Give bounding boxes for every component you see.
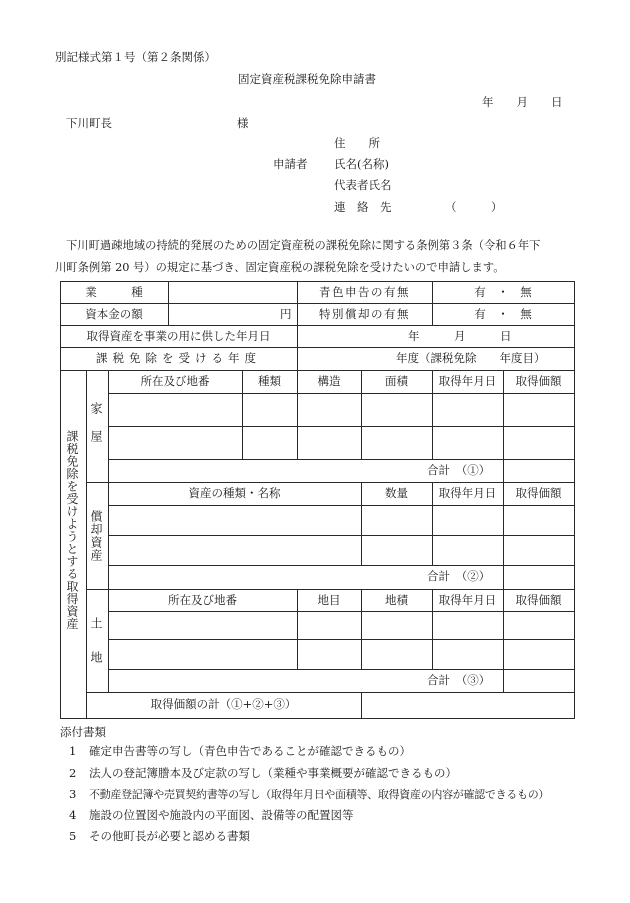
applicant-label: 申請者 <box>273 157 308 171</box>
attachments-heading: 添付書類 <box>60 725 106 739</box>
attachment-num: 1 <box>69 744 77 758</box>
exemption-year-label: 課税免除を受ける年度 <box>96 351 261 365</box>
land-subtotal-label: 合計 （③） <box>427 673 491 687</box>
land-header-location: 所在及び地番 <box>168 593 237 607</box>
house-section-label: 家屋 <box>89 402 103 458</box>
blue-return-choice: 有 ・ 無 <box>474 285 532 299</box>
land-header-acq-price: 取得価額 <box>515 593 562 607</box>
body-text-line2: 川町条例第 20 号）の規定に基づき、固定資産税の課税免除を受けたいので申請します。 <box>55 261 505 274</box>
attachment-text: 施設の位置図や施設内の平面図、設備等の配置図等 <box>89 808 354 822</box>
special-depreciation-choice: 有 ・ 無 <box>474 307 532 321</box>
honorific: 様 <box>237 116 249 130</box>
house-header-area: 面積 <box>385 374 408 388</box>
house-header-location: 所在及び地番 <box>140 374 210 388</box>
yen-unit: 円 <box>280 307 292 321</box>
address-label: 住 所 <box>334 136 380 150</box>
form-id: 別記様式第１号（第２条関係） <box>55 50 216 64</box>
attachment-num: 3 <box>69 787 77 801</box>
land-header-area: 地積 <box>385 593 408 607</box>
attachment-num: 5 <box>69 829 77 843</box>
attachment-num: 2 <box>69 766 77 780</box>
dep-header-name: 資産の種類・名称 <box>188 486 281 500</box>
business-date-value: 年 月 日 <box>408 329 512 343</box>
business-date-label: 取得資産を事業の用に供した年月日 <box>86 329 271 343</box>
attachment-text: その他町長が必要と認める書類 <box>89 829 250 843</box>
land-header-acq-date: 取得年月日 <box>438 593 497 607</box>
exemption-year-value: 年度（課税免除 年度目） <box>396 351 546 365</box>
name-label: 氏名(名称) <box>334 157 389 171</box>
special-depreciation-label: 特別償却の有無 <box>319 307 410 321</box>
grand-total-label: 取得価額の計（①+②+③） <box>150 697 297 711</box>
dep-header-qty: 数量 <box>385 486 408 500</box>
representative-label: 代表者氏名 <box>334 178 392 192</box>
attachment-text: 不動産登記簿や売買契約書等の写し（取得年月日や面積等、取得資産の内容が確認できるもの） <box>89 788 550 801</box>
house-header-acq-date: 取得年月日 <box>438 374 497 388</box>
addressee: 下川町長 <box>66 116 112 130</box>
house-header-type: 種類 <box>258 374 281 388</box>
dep-header-acq-price: 取得価額 <box>515 486 562 500</box>
attachment-num: 4 <box>69 808 77 822</box>
form-title: 固定資産税課税免除申請書 <box>238 72 376 86</box>
exempt-assets-label: 課税免除を受けようとする取得資産 <box>65 430 79 630</box>
body-text-line1: 下川町過疎地域の持続的発展のための固定資産税の課税免除に関する条例第３条（令和６年下 <box>66 239 541 252</box>
contact-phone-parens: （ ） <box>445 200 503 214</box>
house-subtotal-label: 合計 （①） <box>427 463 491 477</box>
land-section-label: 土地 <box>89 617 103 685</box>
house-header-structure: 構造 <box>317 374 341 388</box>
depreciable-section-label: 償却資産 <box>89 510 103 562</box>
capital-label: 資本金の額 <box>85 307 143 321</box>
attachment-text: 法人の登記簿謄本及び定款の写し（業種や事業概要が確認できるもの） <box>89 766 457 780</box>
industry-label: 業 種 <box>85 285 143 299</box>
date-label: 年 月 日 <box>482 95 563 109</box>
attachment-text: 確定申告書等の写し（青色申告であることが確認できるもの） <box>89 744 411 758</box>
dep-subtotal-label: 合計 （②） <box>427 569 491 583</box>
dep-header-acq-date: 取得年月日 <box>438 486 497 500</box>
house-header-acq-price: 取得価額 <box>515 374 562 388</box>
land-header-category: 地目 <box>317 593 341 607</box>
blue-return-label: 青色申告の有無 <box>319 285 410 299</box>
contact-label: 連 絡 先 <box>334 200 392 214</box>
